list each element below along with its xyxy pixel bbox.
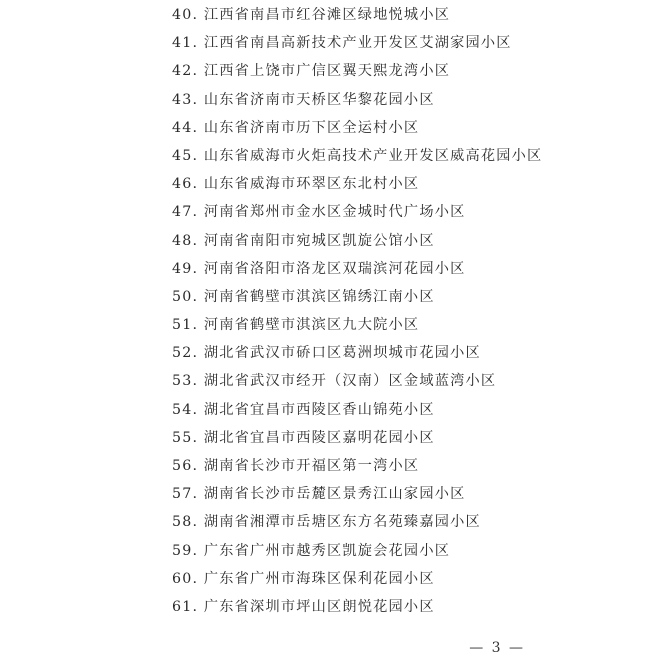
- item-text: 山东省威海市环翠区东北村小区: [203, 176, 420, 193]
- item-number: 58.: [172, 514, 199, 531]
- item-number: 42.: [172, 63, 199, 80]
- item-number: 47.: [172, 204, 199, 221]
- list-item: [172, 508, 542, 536]
- list-item: [172, 255, 542, 283]
- list-item: [172, 114, 542, 142]
- item-number: 48.: [172, 232, 199, 249]
- item-number: 49.: [172, 260, 199, 277]
- item-text: 河南省洛阳市洛龙区双瑞滨河花园小区: [203, 260, 466, 277]
- list-item: [172, 593, 542, 621]
- item-text: 广东省广州市越秀区凯旋会花园小区: [203, 542, 451, 559]
- list-item: [172, 1, 542, 29]
- item-number: 53.: [172, 373, 199, 390]
- list-item: [172, 396, 542, 424]
- item-number: 54.: [172, 401, 199, 418]
- item-number: 60.: [172, 570, 199, 587]
- item-number: 43.: [172, 91, 199, 108]
- item-number: 41.: [172, 35, 199, 52]
- list-item: [172, 86, 542, 114]
- item-text: 广东省深圳市坪山区朗悦花园小区: [203, 598, 435, 615]
- item-text: 湖南省长沙市岳麓区景秀江山家园小区: [203, 486, 466, 503]
- item-number: 59.: [172, 542, 199, 559]
- list-item: [172, 424, 542, 452]
- list-item: [172, 537, 542, 565]
- item-text: 湖北省宜昌市西陵区嘉明花园小区: [203, 429, 435, 446]
- item-number: 50.: [172, 288, 199, 305]
- next-page-fragment: [190, 661, 430, 666]
- item-number: 46.: [172, 176, 199, 193]
- item-text: 湖南省湘潭市岳塘区东方名苑臻嘉园小区: [203, 514, 481, 531]
- item-number: 45.: [172, 147, 199, 164]
- list-item: [172, 565, 542, 593]
- list-item: [172, 227, 542, 255]
- page-number: — 3 —: [469, 640, 525, 656]
- list-item: [172, 170, 542, 198]
- list-item: [172, 480, 542, 508]
- item-number: 57.: [172, 486, 199, 503]
- community-list: [172, 1, 542, 621]
- item-number: 52.: [172, 345, 199, 362]
- item-text: 山东省济南市历下区全运村小区: [203, 119, 420, 136]
- item-number: 56.: [172, 458, 199, 474]
- item-text: 广东省广州市海珠区保利花园小区: [203, 570, 435, 587]
- item-text: 湖南省长沙市开福区第一湾小区: [203, 458, 420, 474]
- list-item: [172, 57, 542, 85]
- list-item: [172, 198, 542, 226]
- item-text: 河南省鹤壁市淇滨区九大院小区: [203, 317, 420, 334]
- item-text: 湖北省宜昌市西陵区香山锦苑小区: [203, 401, 435, 418]
- item-text: 湖北省武汉市经开（汉南）区金域蓝湾小区: [203, 373, 497, 390]
- item-text: 河南省南阳市宛城区凯旋公馆小区: [203, 232, 435, 249]
- list-item: [172, 29, 542, 57]
- list-item: [172, 283, 542, 311]
- list-item: [172, 452, 542, 480]
- item-text: 江西省南昌市红谷滩区绿地悦城小区: [203, 7, 451, 23]
- item-text: 河南省郑州市金水区金城时代广场小区: [203, 204, 466, 221]
- item-number: 40.: [172, 7, 199, 23]
- list-item: [172, 142, 542, 170]
- item-text: 江西省上饶市广信区翼天熙龙湾小区: [203, 63, 451, 80]
- item-number: 61.: [172, 598, 199, 615]
- item-text: 河南省鹤壁市淇滨区锦绣江南小区: [203, 288, 435, 305]
- list-item: [172, 367, 542, 395]
- item-number: 51.: [172, 317, 199, 334]
- item-text: 山东省济南市天桥区华黎花园小区: [203, 91, 435, 108]
- item-text: 江西省南昌高新技术产业开发区艾湖家园小区: [203, 35, 512, 52]
- item-text: 山东省威海市火炬高技术产业开发区威高花园小区: [203, 147, 543, 164]
- item-number: 44.: [172, 119, 199, 136]
- list-item: [172, 339, 542, 367]
- item-text: 湖北省武汉市硚口区葛洲坝城市花园小区: [203, 345, 481, 362]
- list-item: [172, 311, 542, 339]
- item-number: 55.: [172, 429, 199, 446]
